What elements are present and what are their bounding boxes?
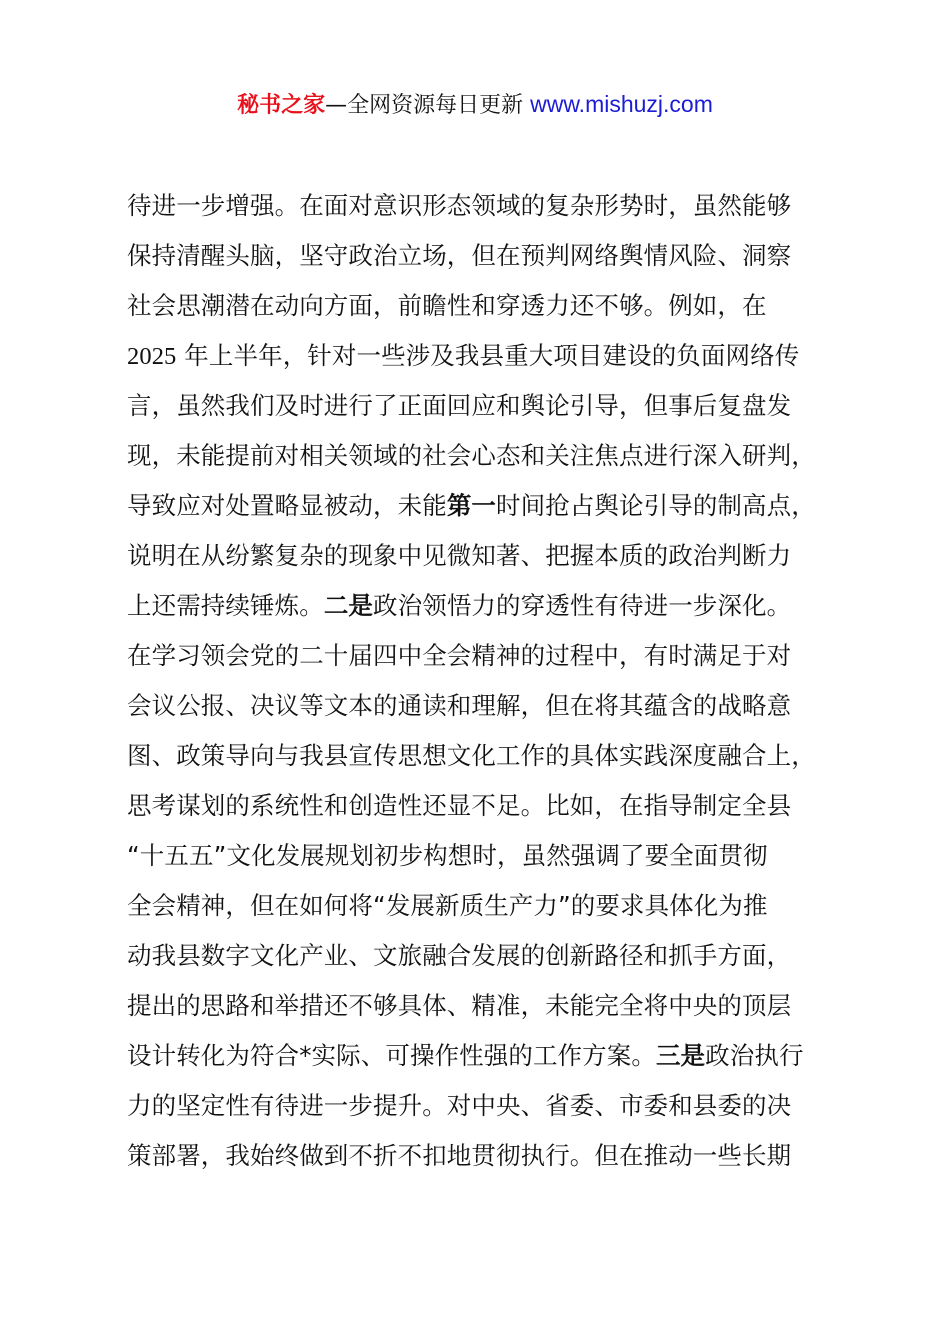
site-url-link[interactable]: www.mishuzj.com <box>530 91 713 117</box>
site-header <box>0 86 950 124</box>
text-segment: 保持清醒头脑，坚守政治立场，但在预判网络舆情风险、洞察 <box>127 241 792 270</box>
text-line <box>127 481 837 531</box>
text-line <box>127 531 837 581</box>
text-segment: 动我县数字文化产业、文旅融合发展的创新路径和抓手方面， <box>127 941 792 970</box>
text-line <box>127 581 837 631</box>
text-line <box>127 681 837 731</box>
text-line <box>127 1081 837 1131</box>
text-segment: 时间抢占舆论引导的制高点， <box>496 491 816 520</box>
text-line <box>127 331 837 381</box>
text-segment: 提出的思路和举措还不够具体、精准，未能完全将中央的顶层 <box>127 991 792 1020</box>
text-line <box>127 631 837 681</box>
text-segment: 在学习领会党的二十届四中全会精神的过程中，有时满足于对 <box>127 641 792 670</box>
text-segment: 策部署，我始终做到不折不扣地贯彻执行。但在推动一些长期 <box>127 1141 792 1170</box>
text-segment: 年上半年，针对一些涉及我县重大项目建设的负面网络传 <box>176 341 800 370</box>
text-line <box>127 781 837 831</box>
text-line <box>127 881 837 931</box>
text-segment: 上还需持续锤炼。 <box>127 591 324 620</box>
document-body <box>127 181 837 1181</box>
text-segment: 现，未能提前对相关领域的社会心态和关注焦点进行深入研判， <box>127 441 816 470</box>
text-segment: 图、政策导向与我县宣传思想文化工作的具体实践深度融合上， <box>127 741 816 770</box>
site-tagline: —全网资源每日更新 <box>325 93 531 118</box>
text-line <box>127 731 837 781</box>
text-line <box>127 1031 837 1081</box>
text-segment: 思考谋划的系统性和创造性还显不足。比如，在指导制定全县 <box>127 791 792 820</box>
text-line <box>127 181 837 231</box>
text-segment: 说明在从纷繁复杂的现象中见微知著、把握本质的政治判断力 <box>127 541 792 570</box>
text-segment: “十五五”文化发展规划初步构想时，虽然强调了要全面贯彻 <box>127 841 768 870</box>
text-line <box>127 431 837 481</box>
text-segment: 社会思潮潜在动向方面，前瞻性和穿透力还不够。例如，在 <box>127 291 767 320</box>
text-line <box>127 381 837 431</box>
text-segment: 政治领悟力的穿透性有待进一步深化。 <box>373 591 792 620</box>
text-segment: 会议公报、决议等文本的通读和理解，但在将其蕴含的战略意 <box>127 691 792 720</box>
bold-text-segment: 三是 <box>655 1041 706 1070</box>
text-line <box>127 231 837 281</box>
text-line <box>127 831 837 881</box>
text-line <box>127 281 837 331</box>
text-segment: 导致应对处置略显被动，未能 <box>127 491 447 520</box>
text-segment: 2025 <box>127 343 177 370</box>
text-line <box>127 931 837 981</box>
bold-text-segment: 二是 <box>323 591 374 620</box>
text-segment: 政治执行 <box>705 1041 804 1070</box>
text-segment: 言，虽然我们及时进行了正面回应和舆论引导，但事后复盘发 <box>127 391 792 420</box>
text-segment: 待进一步增强。在面对意识形态领域的复杂形势时，虽然能够 <box>127 191 792 220</box>
text-line <box>127 981 837 1031</box>
brand-name: 秘书之家 <box>237 93 326 118</box>
text-line <box>127 1131 837 1181</box>
bold-text-segment: 第一 <box>446 491 497 520</box>
text-segment: 力的坚定性有待进一步提升。对中央、省委、市委和县委的决 <box>127 1091 792 1120</box>
text-segment: 设计转化为符合*实际、可操作性强的工作方案。 <box>127 1041 656 1070</box>
text-segment: 全会精神，但在如何将“发展新质生产力”的要求具体化为推 <box>127 891 768 920</box>
